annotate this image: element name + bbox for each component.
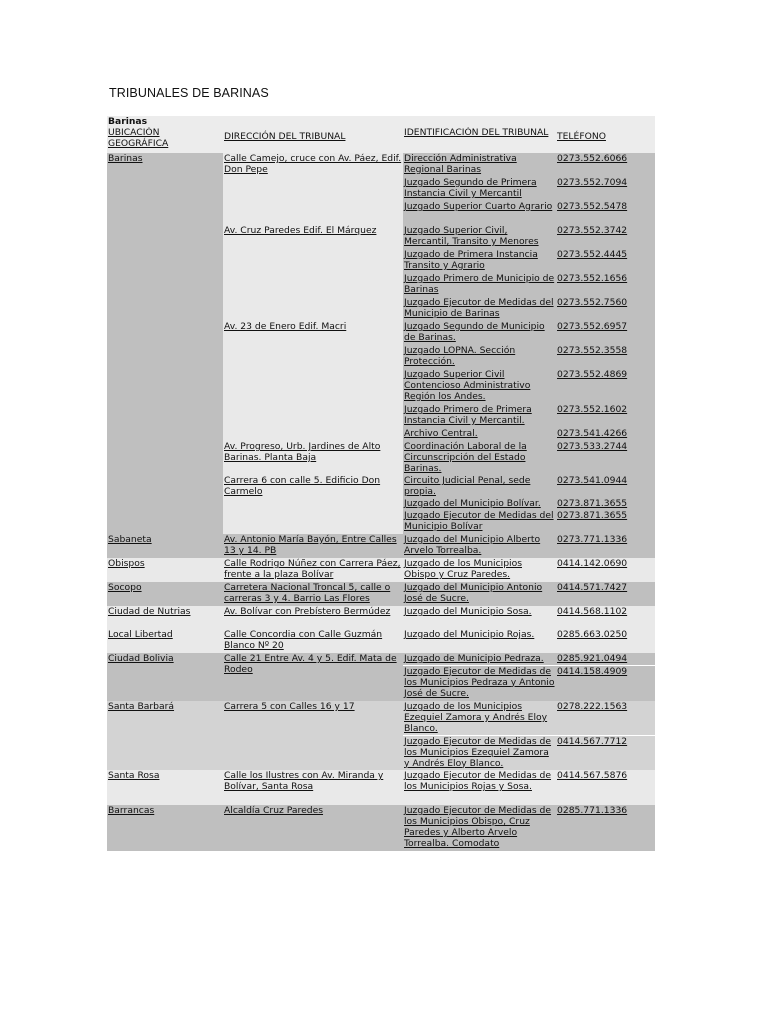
court-name: Circuito Judicial Penal, sede propia. [403,475,556,498]
address-cell: Alcaldía Cruz Paredes [223,805,403,851]
court-name: Juzgado Superior Civil Contencioso Administrativo Región los Andes. [403,369,556,404]
address-cell: Av. Antonio María Bayón, Entre Calles 13 y 14. PB [223,534,403,558]
court-phone: 0273.552.4445 [556,249,655,273]
location-cell: Local Libertad [107,629,223,653]
header-telefono: TELÉFONO [556,127,655,153]
court-name: Juzgado de los Municipios Ezequiel Zamora y Andrés Eloy Blanco. [403,701,556,735]
address-cell: Carrera 5 con Calles 16 y 17 [223,701,403,770]
court-phone: 0414.567.5876 [556,770,655,805]
court-phone: 0273.541.0944 [556,475,655,498]
court-name: Juzgado Primero de Primera Instancia Civil y Mercantil. [403,404,556,428]
court-name: Juzgado del Municipio Rojas. [403,629,556,653]
table-row [107,770,655,805]
court-phone: 0285.663.0250 [556,629,655,653]
address-cell: Av. Progreso, Urb. Jardines de Alto Barinas. Planta Baja [223,441,403,475]
address-cell: Calle 21 Entre Av. 4 y 5. Edif. Mata de Rodeo [223,653,403,701]
address-cell: Calle Rodrigo Núñez con Carrera Páez, frente a la plaza Bolívar [223,558,403,582]
court-name: Juzgado del Municipio Alberto Arvelo Torrealba. [403,534,556,558]
court-phone: 0414.568.1102 [556,606,655,629]
court-name: Coordinación Laboral de la Circunscripción del Estado Barinas. [403,441,556,475]
table-row [107,606,655,629]
court-name: Juzgado del Municipio Sosa. [403,606,556,629]
court-name: Juzgado del Municipio Bolívar. [403,498,556,510]
court-phone: 0273.552.3742 [556,225,655,249]
address-cell: Calle Camejo, cruce con Av. Páez, Edif. Don Pepe [223,153,403,225]
court-name: Juzgado del Municipio Antonio José de Sucre. [403,582,556,606]
court-name: Juzgado Ejecutor de Medidas del Municipio de Barinas [403,297,556,321]
court-name: Juzgado Segundo de Municipio de Barinas. [403,321,556,345]
location-cell: Santa Barbará [107,701,223,770]
location-cell: Sabaneta [107,534,223,558]
table-row [107,701,655,735]
court-phone: 0273.871.3655 [556,498,655,510]
header-row [107,127,655,153]
court-name: Juzgado Superior Cuarto Agrario [403,201,556,225]
court-phone: 0273.552.6066 [556,153,655,177]
court-phone: 0285.771.1336 [556,805,655,851]
header-ubicacion: UBICACIÓN GEOGRÁFICA [107,127,223,153]
court-phone: 0273.533.2744 [556,441,655,475]
header-direccion: DIRECCIÓN DEL TRIBUNAL [223,127,403,153]
court-phone: 0273.552.7094 [556,177,655,201]
court-phone: 0278.222.1563 [556,701,655,735]
table-row [107,558,655,582]
table-row [107,582,655,606]
court-name: Juzgado Ejecutor de Medidas de los Municipios Rojas y Sosa. [403,770,556,805]
court-phone: 0273.552.5478 [556,201,655,225]
court-name: Juzgado Ejecutor de Medidas de los Municipios Pedraza y Antonio José de Sucre. [403,665,556,701]
address-cell: Av. Cruz Paredes Edif. El Márquez [223,225,403,321]
court-phone: 0273.871.3655 [556,510,655,534]
address-cell: Av. 23 de Enero Edif. Macri [223,321,403,441]
court-phone: 0273.552.1602 [556,404,655,428]
court-phone: 0414.158.4909 [556,665,655,701]
table-row [107,534,655,558]
court-name: Archivo Central. [403,428,556,441]
courts-table [107,116,655,851]
location-cell: Ciudad Bolivia [107,653,223,701]
court-phone: 0273.552.7560 [556,297,655,321]
court-name: Juzgado de Municipio Pedraza. [403,653,556,665]
address-cell: Carretera Nacional Troncal 5, calle o carreras 3 y 4. Barrio Las Flores [223,582,403,606]
page-title: TRIBUNALES DE BARINAS [109,86,269,100]
court-name: Juzgado de los Municipios Obispo y Cruz Paredes. [403,558,556,582]
table-row [107,653,655,665]
court-phone: 0273.552.1656 [556,273,655,297]
court-name: Juzgado de Primera Instancia Transito y Agrario [403,249,556,273]
court-phone: 0285.921.0494 [556,653,655,665]
court-phone: 0273.552.3558 [556,345,655,369]
court-name: Juzgado Ejecutor de Medidas del Municipio Bolívar [403,510,556,534]
table-row [107,805,655,851]
location-cell: Socopo [107,582,223,606]
court-phone: 0273.771.1336 [556,534,655,558]
court-phone: 0414.567.7712 [556,735,655,770]
court-name: Juzgado Ejecutor de Medidas de los Municipios Ezequiel Zamora y Andrés Eloy Blanco. [403,735,556,770]
location-cell: Ciudad de Nutrias [107,606,223,629]
court-phone: 0273.552.6957 [556,321,655,345]
table-row [107,153,655,177]
location-cell: Santa Rosa [107,770,223,805]
table-row [107,629,655,653]
address-cell: Carrera 6 con calle 5. Edificio Don Carmelo [223,475,403,534]
court-phone: 0414.571.7427 [556,582,655,606]
address-cell: Calle Concordia con Calle Guzmán Blanco Nº 20 [223,629,403,653]
court-name: Juzgado Ejecutor de Medidas de los Municipios Obispo, Cruz Paredes y Alberto Arvelo Torrealba. Comodato [403,805,556,851]
location-cell: Barinas [107,153,223,534]
header-identificacion: IDENTIFICACIÓN DEL TRIBUNAL [403,127,556,153]
location-cell: Obispos [107,558,223,582]
address-cell: Av. Bolívar con Prebístero Bermúdez [223,606,403,629]
court-name: Juzgado LOPNA. Sección Protección. [403,345,556,369]
court-phone: 0414.142.0690 [556,558,655,582]
court-name: Juzgado Superior Civil, Mercantil, Transito y Menores [403,225,556,249]
section-title: Barinas [107,116,655,127]
court-phone: 0273.552.4869 [556,369,655,404]
section-row [107,116,655,127]
location-cell: Barrancas [107,805,223,851]
address-cell: Calle los Ilustres con Av. Miranda y Bolívar, Santa Rosa [223,770,403,805]
court-name: Juzgado Primero de Municipio de Barinas [404,273,555,295]
court-name: Juzgado Segundo de Primera Instancia Civil y Mercantil [403,177,556,201]
court-phone: 0273.541.4266 [556,428,655,441]
court-name: Dirección Administrativa Regional Barinas [403,153,556,177]
